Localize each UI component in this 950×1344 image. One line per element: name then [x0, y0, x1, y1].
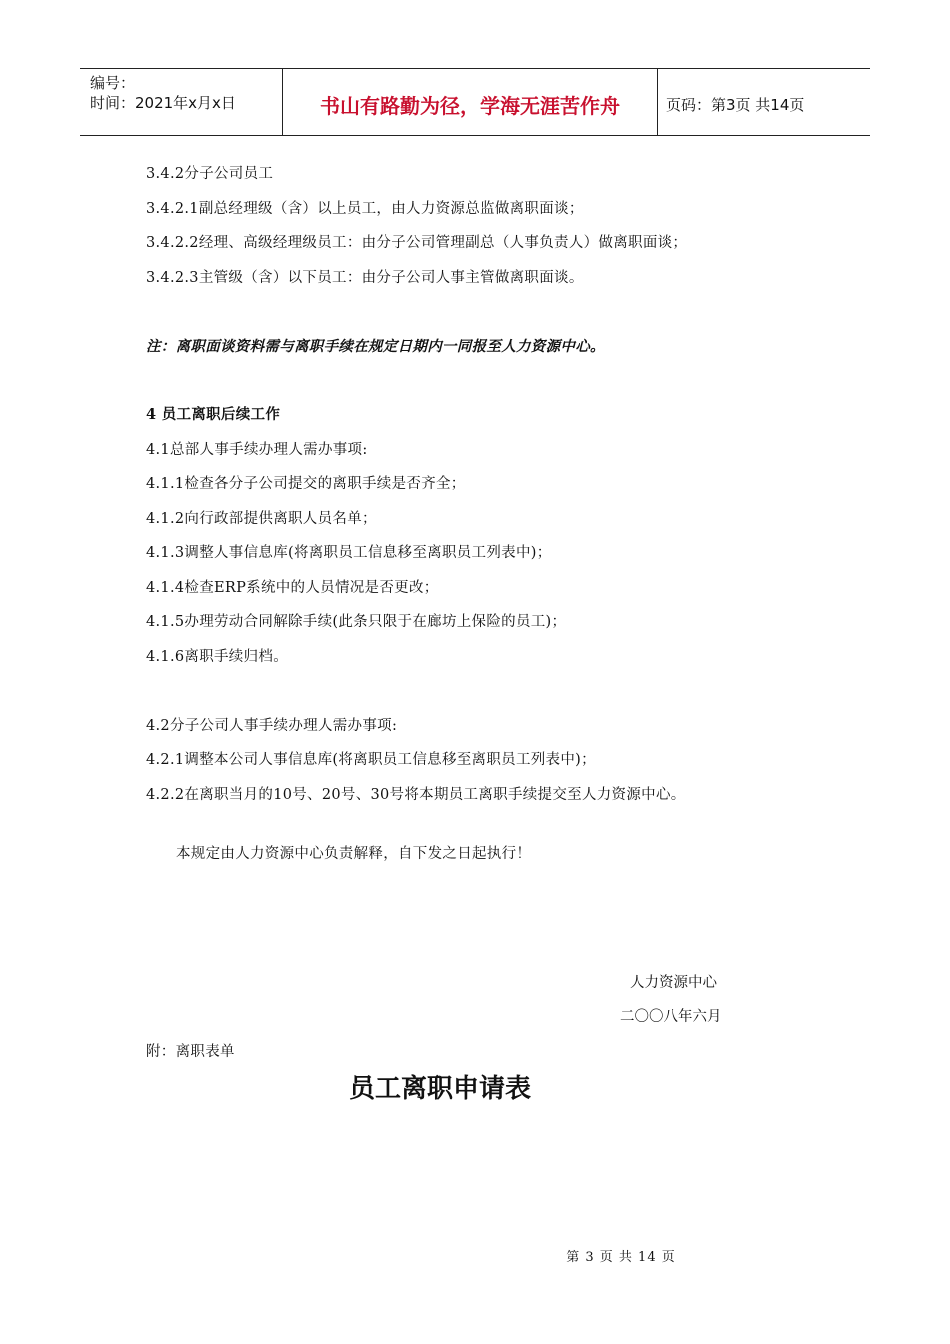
note: 注：离职面谈资料需与离职手续在规定日期内一同报至人力资源中心。 — [146, 338, 605, 355]
clause-4-2-1: 4.2.1调整本公司人事信息库(将离职员工信息移至离职员工列表中)； — [146, 752, 596, 768]
signature-org: 人力资源中心 — [630, 975, 717, 991]
clause-4-1-3: 4.1.3调整人事信息库(将离职员工信息移至离职员工列表中)； — [146, 545, 552, 561]
time-label: 时间：2021年x月x日 — [90, 94, 236, 112]
clause-4-1: 4.1总部人事手续办理人需办事项: — [146, 442, 368, 458]
signature-date: 二〇〇八年六月 — [620, 1009, 722, 1025]
clause-4-1-5: 4.1.5办理劳动合同解除手续(此条只限于在廊坊上保险的员工)； — [146, 614, 567, 630]
clause-3-4-2-1: 3.4.2.1副总经理级（含）以上员工，由人力资源总监做离职面谈； — [146, 201, 584, 217]
attachment-label: 附：离职表单 — [146, 1044, 235, 1060]
page-footer: 第 3 页 共 14 页 — [566, 1250, 676, 1265]
clause-3-4-2: 3.4.2分子公司员工 — [146, 166, 274, 182]
document-header — [80, 68, 870, 136]
clause-4-2: 4.2分子公司人事手续办理人需办事项: — [146, 718, 398, 734]
closing-statement: 本规定由人力资源中心负责解释，自下发之日起执行！ — [176, 846, 532, 862]
clause-3-4-2-2: 3.4.2.2经理、高级经理级员工：由分子公司管理副总（人事负责人）做离职面谈； — [146, 235, 688, 251]
clause-4-1-2: 4.1.2向行政部提供离职人员名单； — [146, 511, 377, 527]
header-meta — [80, 69, 282, 135]
clause-4-1-6: 4.1.6离职手续归档。 — [146, 649, 288, 665]
header-motto: 书山有路勤为径，学海无涯苦作舟 — [282, 69, 658, 135]
clause-4-1-4: 4.1.4检查ERP系统中的人员情况是否更改； — [146, 580, 439, 596]
code-label: 编号： — [90, 74, 136, 92]
clause-4-1-1: 4.1.1检查各分子公司提交的离职手续是否齐全； — [146, 476, 466, 492]
section-4-heading: 4 员工离职后续工作 — [146, 406, 281, 423]
form-title: 员工离职申请表 — [348, 1074, 531, 1104]
header-page-info: 页码：第3页 共14页 — [666, 95, 805, 114]
clause-3-4-2-3: 3.4.2.3主管级（含）以下员工：由分子公司人事主管做离职面谈。 — [146, 270, 584, 286]
clause-4-2-2: 4.2.2在离职当月的10号、20号、30号将本期员工离职手续提交至人力资源中心。 — [146, 787, 686, 803]
